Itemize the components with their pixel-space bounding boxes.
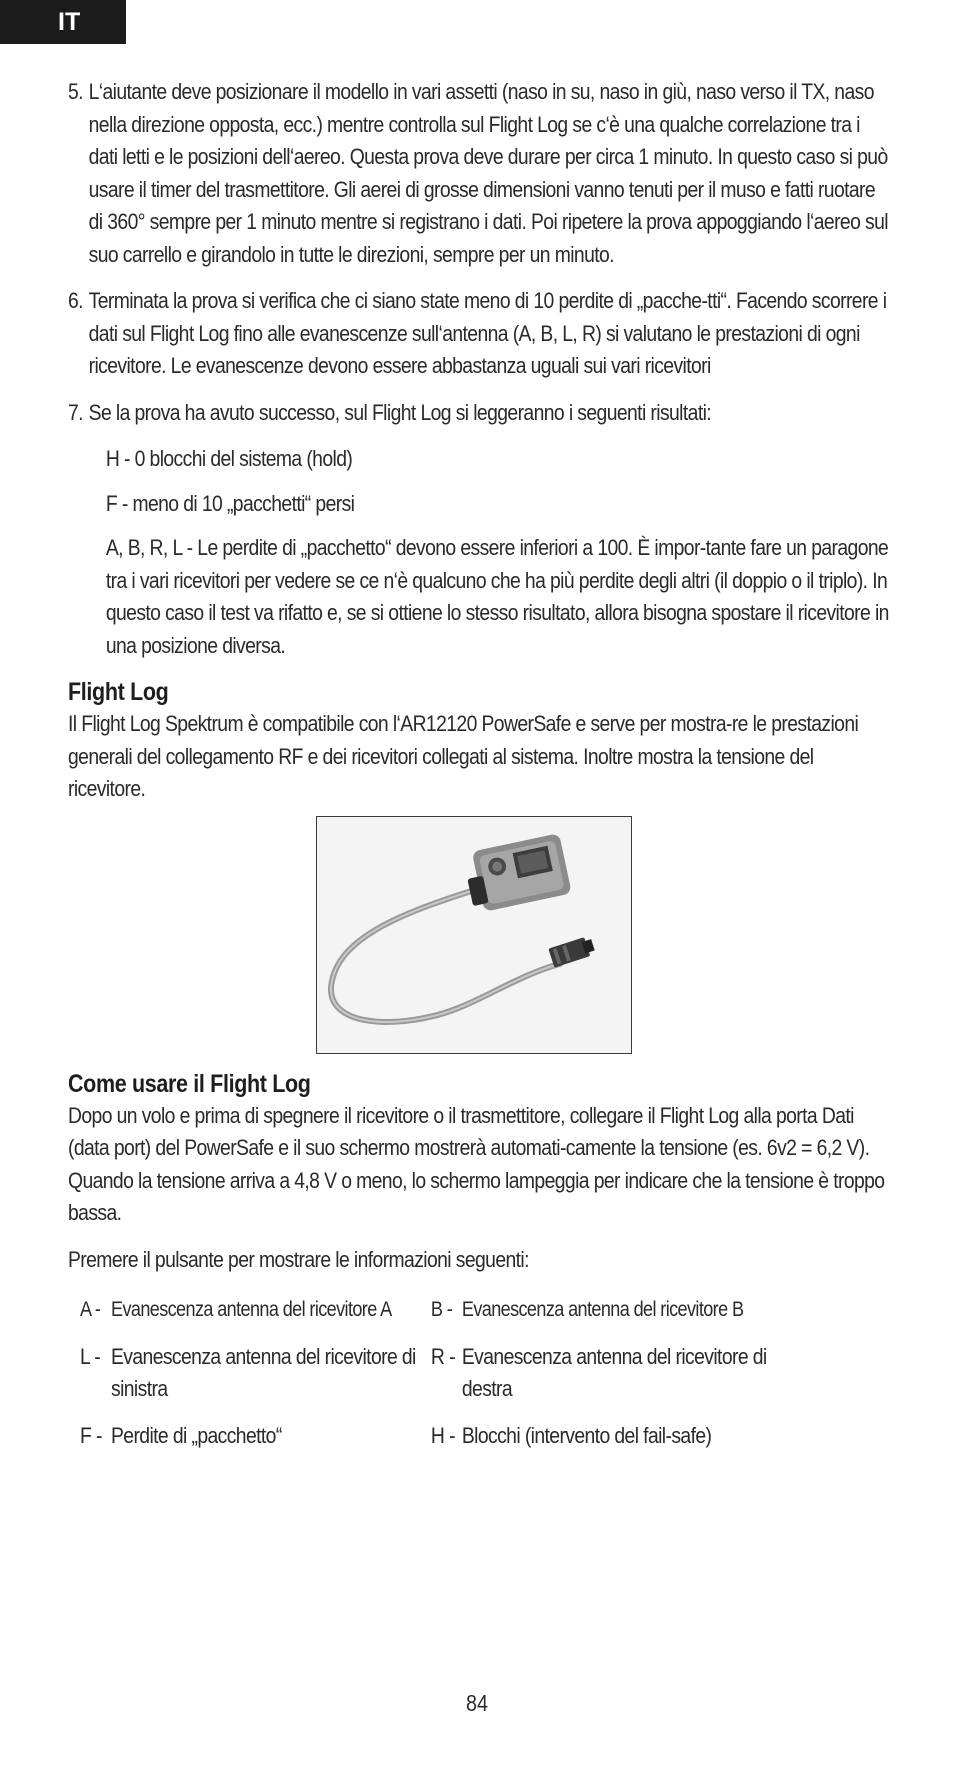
legend-item <box>419 1341 780 1406</box>
step-number: 7. <box>68 399 83 425</box>
legend-item <box>68 1341 419 1406</box>
legend-value: Perdite di „pacchetto“ <box>111 1422 282 1448</box>
how-to-heading: Come usare il Flight Log <box>68 1069 311 1098</box>
legend-item <box>68 1420 419 1453</box>
step-number: 6. <box>68 288 83 313</box>
flight-log-body <box>68 708 890 806</box>
flight-log-photo <box>316 816 632 1054</box>
page-content <box>68 76 892 1452</box>
legend-key: A - <box>80 1298 101 1321</box>
legend-key: L - <box>80 1343 101 1369</box>
legend-value: Blocchi (intervento del fail-safe) <box>461 1422 712 1448</box>
flight-log-device-illustration <box>317 817 631 1053</box>
step-text: Terminata la prova si verifica che ci siano state meno di 10 perdite di „pacche-tti“. Facendo scorrere i dati sul Flight Log fino alle evanescenze sull‘antenna (A, B, L, R) si valutano le prestazioni di ogni ricevitore. Le evanescenze devono essere abbastanza uguali sui vari ricevitori <box>88 288 887 378</box>
step-number: 5. <box>68 79 83 104</box>
result-item: F - meno di 10 „pacchetti“ persi <box>105 490 355 516</box>
step-item <box>68 397 890 430</box>
steps-list <box>68 76 890 429</box>
legend-item <box>68 1294 419 1327</box>
flight-log-paragraph: Il Flight Log Spektrum è compatibile con l‘AR12120 PowerSafe e serve per mostra-re le prestazioni generali del collegamento RF e dei ricevitori collegati al sistema. Inoltre mostra la tensione del ricevitore. <box>68 711 859 801</box>
step-text: Se la prova ha avuto successo, sul Flight Log si leggeranno i seguenti risultati: <box>88 399 712 425</box>
legend-key: B - <box>430 1298 453 1321</box>
legend-value: Evanescenza antenna del ricevitore A <box>111 1298 392 1321</box>
flight-log-heading: Flight Log <box>68 678 169 706</box>
legend-key: H - <box>430 1422 455 1448</box>
step-item <box>68 76 890 271</box>
result-item: H - 0 blocchi del sistema (hold) <box>105 446 353 471</box>
legend-item <box>419 1420 780 1453</box>
legend-value: Evanescenza antenna del ricevitore di destra <box>461 1343 767 1401</box>
legend-item <box>419 1294 780 1327</box>
legend-value: Evanescenza antenna del ricevitore di sinistra <box>111 1343 416 1401</box>
legend-value: Evanescenza antenna del ricevitore B <box>461 1298 744 1321</box>
how-to-body <box>68 1100 890 1453</box>
legend-key: R - <box>430 1343 455 1369</box>
result-item: A, B, R, L - Le perdite di „pacchetto“ devono essere inferiori a 100. È impor-tante fare un paragone tra i vari ricevitori per vedere se ce n‘è qualcuno che ha più perdite degli altri (il doppio o il triplo). In questo caso il test va rifatto e, se si ottiene lo stesso risultato, allora bisogna spostare il ricevitore in una posizione diversa. <box>105 535 889 658</box>
step-item <box>68 285 890 383</box>
legend-key: F - <box>80 1422 102 1448</box>
how-to-intro: Premere il pulsante per mostrare le informazioni seguenti: <box>68 1246 529 1272</box>
page-number: 84 <box>465 1690 489 1716</box>
step-text: L‘aiutante deve posizionare il modello in vari assetti (naso in su, naso in giù, naso verso il TX, naso nella direzione opposta, ecc.) mentre controlla sul Flight Log se c‘è una qualche correlazione tra i dati letti e le posizioni dell‘aereo. Questa prova deve durare per circa 1 minuto. In questo caso si può usare il timer del trasmettitore. Gli aerei di grosse dimensioni vanno tenuti per il muso e fatti ruotare di 360° sempre per 1 minuto mentre si registrano i dati. Poi ripetere la prova appoggiando l‘aereo sul suo carrello e girandolo in tutte le direzioni, sempre per un minuto. <box>88 79 888 267</box>
language-tab: IT <box>0 0 126 44</box>
how-to-paragraph: Dopo un volo e prima di spegnere il ricevitore o il trasmettitore, collegare il Flight Log alla porta Dati (data port) del PowerSafe e il suo schermo mostrerà automati-camente la tensione (es. 6v2 = 6,2 V). Quando la tensione arriva a 4,8 V o meno, lo schermo lampeggia per indicare che la tensione è troppo bassa. <box>68 1102 885 1225</box>
body-text <box>68 76 890 662</box>
button-info-legend <box>68 1294 890 1452</box>
